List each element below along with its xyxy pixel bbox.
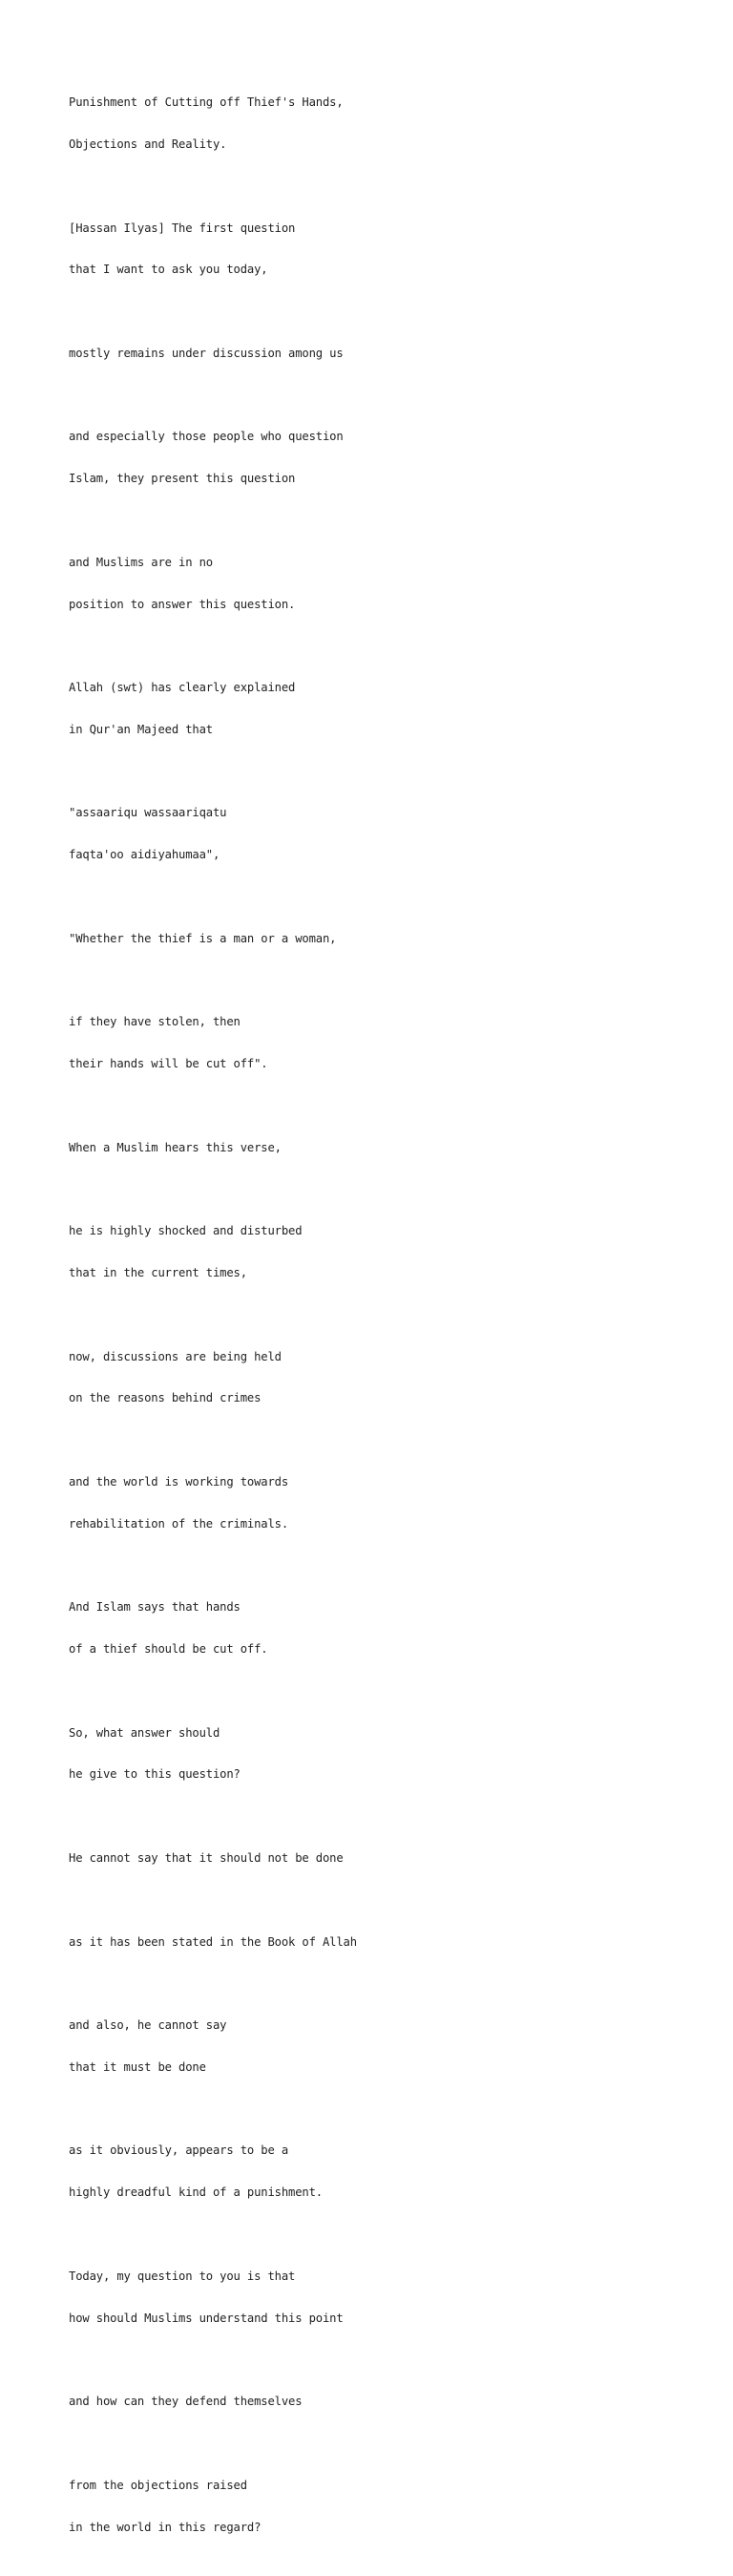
text-line: if they have stolen, then: [69, 1015, 241, 1029]
paragraph: [69, 402, 699, 514]
paragraph: [69, 1991, 699, 2102]
text-line: [Hassan Ilyas] The first question: [69, 221, 296, 235]
text-line: he is highly shocked and disturbed: [69, 1224, 303, 1238]
paragraph: [69, 2451, 699, 2563]
text-line: as it obviously, appears to be a: [69, 2143, 288, 2158]
text-line: Islam, they present this question: [69, 472, 296, 486]
text-line: and how can they defend themselves: [69, 2395, 303, 2409]
text-line: and Muslims are in no: [69, 555, 213, 569]
paragraph: [69, 1196, 699, 1308]
text-line: mostly remains under discussion among us: [69, 346, 344, 360]
paragraph: [69, 1447, 699, 1559]
paragraph: [69, 1321, 699, 1433]
paragraph: [69, 1824, 699, 1893]
paragraph: [69, 778, 699, 890]
text-line: Today, my question to you is that: [69, 2269, 296, 2283]
paragraph: [69, 1113, 699, 1183]
text-line: Punishment of Cutting off Thief's Hands,: [69, 95, 344, 110]
text-line: that in the current times,: [69, 1266, 247, 1280]
text-line: that I want to ask you today,: [69, 263, 268, 277]
text-line: from the objections raised: [69, 2478, 247, 2492]
text-line: of a thief should be cut off.: [69, 1642, 268, 1657]
text-line: and the world is working towards: [69, 1474, 288, 1489]
paragraph: [69, 68, 699, 179]
paragraph: [69, 987, 699, 1099]
text-line: Allah (swt) has clearly explained: [69, 681, 296, 695]
text-line: He cannot say that it should not be done: [69, 1851, 344, 1865]
paragraph: [69, 1907, 699, 1976]
text-line: as it has been stated in the Book of Allah: [69, 1934, 357, 1949]
text-line: So, what answer should: [69, 1725, 220, 1740]
text-line: faqta'oo aidiyahumaa",: [69, 848, 220, 862]
text-line: and especially those people who question: [69, 430, 344, 444]
text-line: their hands will be cut off".: [69, 1057, 268, 1071]
paragraph: [69, 1698, 699, 1809]
text-line: now, discussions are being held: [69, 1349, 282, 1363]
text-line: rehabilitation of the criminals.: [69, 1516, 288, 1531]
text-line: When a Muslim hears this verse,: [69, 1140, 282, 1154]
paragraph: [69, 319, 699, 389]
text-line: Objections and Reality.: [69, 137, 227, 151]
text-line: how should Muslims understand this point: [69, 2311, 344, 2325]
paragraph: [69, 904, 699, 974]
paragraph: [69, 653, 699, 765]
document-page: [69, 68, 699, 2576]
paragraph: [69, 2116, 699, 2228]
paragraph: [69, 2367, 699, 2437]
text-line: And Islam says that hands: [69, 1600, 241, 1615]
text-line: on the reasons behind crimes: [69, 1391, 262, 1405]
text-line: "Whether the thief is a man or a woman,: [69, 931, 337, 945]
paragraph: [69, 193, 699, 305]
text-line: and also, he cannot say: [69, 2018, 227, 2033]
paragraph: [69, 2242, 699, 2354]
paragraph: [69, 1573, 699, 1684]
text-line: in Qur'an Majeed that: [69, 722, 213, 736]
text-line: he give to this question?: [69, 1767, 241, 1782]
paragraph: [69, 528, 699, 640]
text-line: in the world in this regard?: [69, 2520, 262, 2534]
text-line: position to answer this question.: [69, 597, 296, 611]
text-line: "assaariqu wassaariqatu: [69, 806, 227, 820]
text-line: highly dreadful kind of a punishment.: [69, 2185, 323, 2200]
text-line: that it must be done: [69, 2059, 206, 2074]
